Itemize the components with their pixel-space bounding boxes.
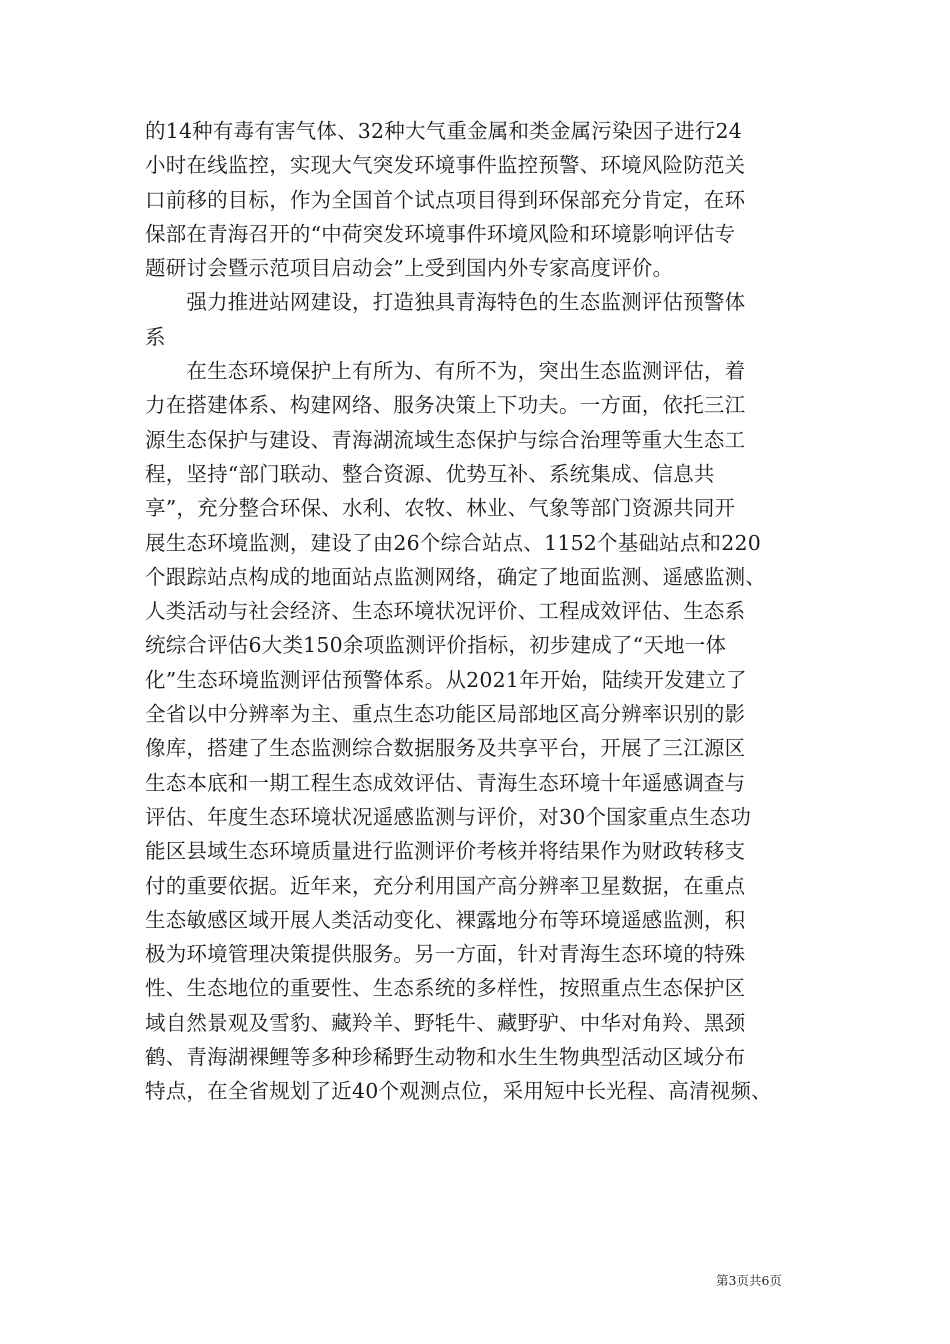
text-line: 付的重要依据。近年来，充分利用国产高分辨率卫星数据，在重点 [145, 873, 746, 898]
text-line: 展生态环境监测，建设了由26个综合站点、1152个基础站点和220 [145, 530, 761, 555]
text-line: 全省以中分辨率为主、重点生态功能区局部地区高分辨率识别的影 [145, 702, 746, 727]
text-line: 在生态环境保护上有所为、有所不为，突出生态监测评估，着 [145, 359, 746, 384]
text-line: 小时在线监控，实现大气突发环境事件监控预警、环境风险防范关 [145, 153, 746, 178]
text-line: 人类活动与社会经济、生态环境状况评价、工程成效评估、生态系 [145, 599, 746, 624]
text-line: 域自然景观及雪豹、藏羚羊、野牦牛、藏野驴、中华对角羚、黑颈 [145, 1010, 746, 1035]
text-line: 化”生态环境监测评估预警体系。从2021年开始，陆续开发建立了 [145, 667, 747, 692]
text-line: 口前移的目标，作为全国首个试点项目得到环保部充分肯定，在环 [145, 187, 746, 212]
text-line: 享”，充分整合环保、水利、农牧、林业、气象等部门资源共同开 [145, 496, 736, 521]
text-line: 极为环境管理决策提供服务。另一方面，针对青海生态环境的特殊 [145, 942, 746, 967]
text-line: 个跟踪站点构成的地面站点监测网络，确定了地面监测、遥感监测、 [145, 564, 766, 589]
text-line: 能区县域生态环境质量进行监测评价考核并将结果作为财政转移支 [145, 839, 746, 864]
text-line: 题研讨会暨示范项目启动会”上受到国内外专家高度评价。 [145, 256, 674, 281]
text-line: 保部在青海召开的“中荷突发环境事件环境风险和环境影响评估专 [145, 221, 736, 246]
text-line: 程，坚持“部门联动、整合资源、优势互补、系统集成、信息共 [145, 461, 715, 486]
text-line: 像库，搭建了生态监测综合数据服务及共享平台，开展了三江源区 [145, 736, 746, 761]
text-line: 评估、年度生态环境状况遥感监测与评价，对30个国家重点生态功 [145, 804, 752, 829]
text-line: 生态敏感区域开展人类活动变化、裸露地分布等环境遥感监测，积 [145, 907, 746, 932]
text-line: 的14种有毒有害气体、32种大气重金属和类金属污染因子进行24 [145, 119, 742, 143]
text-line: 性、生态地位的重要性、生态系统的多样性，按照重点生态保护区 [145, 976, 746, 1001]
section-heading-line: 系 [145, 324, 166, 349]
text-line: 统综合评估6大类150余项监测评价指标，初步建成了“天地一体 [145, 633, 727, 658]
text-line: 生态本底和一期工程生态成效评估、青海生态环境十年遥感调查与 [145, 770, 746, 795]
text-line: 源生态保护与建设、青海湖流域生态保护与综合治理等重大生态工 [145, 427, 746, 452]
text-line: 特点，在全省规划了近40个观测点位，采用短中长光程、高清视频、 [145, 1079, 772, 1104]
body-text [145, 114, 825, 1109]
text-line: 鹤、青海湖裸鲤等多种珍稀野生动物和水生生物典型活动区域分布 [145, 1045, 746, 1070]
text-line: 力在搭建体系、构建网络、服务决策上下功夫。一方面，依托三江 [145, 393, 746, 418]
page-number: 第3页共6页 [716, 1273, 782, 1288]
section-heading-line: 强力推进站网建设，打造独具青海特色的生态监测评估预警体 [145, 290, 746, 315]
